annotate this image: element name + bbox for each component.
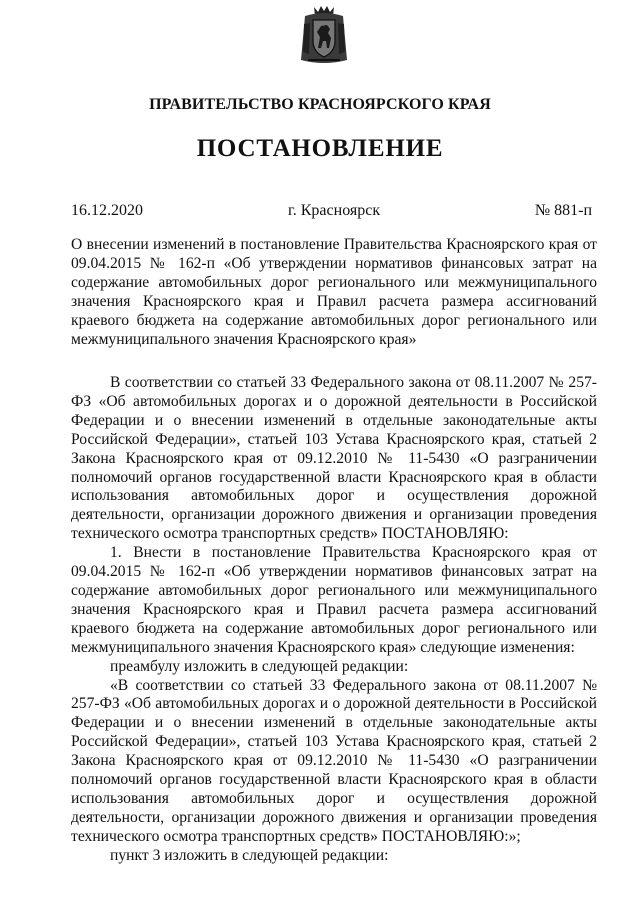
document-type-title: ПОСТАНОВЛЕНИЕ [196,135,444,162]
document-body [71,374,597,866]
organization-title: ПРАВИТЕЛЬСТВО КРАСНОЯРСКОГО КРАЯ [149,96,491,113]
document-city: г. Красноярск [288,202,381,219]
document-subject [71,236,597,349]
preamble-instruction-paragraph: преамбулу изложить в следующей редакции: [110,657,409,675]
document-number: № 881-п [534,202,592,219]
clause-1-paragraph: 1. Внести в постановление Правительства Красноярского края от 09.04.2015 № 162-п «Об утверждении нормативов финансовых затрат на содержание автомобильных дорог регионального или межмуниципального значения Красноярского края и Правил расчета размера ассигнований краевого бюджета на содержание автомобильных дорог регионального или межмуниципального значения Красноярского края» следующие изменения: [71,544,597,656]
coat-of-arms-icon [296,4,352,66]
preamble-paragraph: В соответствии со статьей 33 Федерального закона от 08.11.2007 № 257-ФЗ «Об автомобильных дорогах и о дорожной деятельности в Российской Федерации и о внесении изменений в отдельные законодательные акты Российской Федерации», статьей 103 Устава Красноярского края, статьей 2 Закона Красноярского края от 09.12.2010 № 11-5430 «О разграничении полномочий органов государственной власти Красноярского края в области использования автомобильных дорог и осуществления дорожной деятельности, организации дорожного движения и организации проведения технического осмотра транспортных средств» ПОСТАНОВЛЯЮ: [71,374,597,543]
clause-3-instruction-paragraph: пункт 3 изложить в следующей редакции: [110,846,389,864]
subject-text: О внесении изменений в постановление Правительства Красноярского края от 09.04.2015 № 162-п «Об утверждении нормативов финансовых затрат на содержание автомобильных дорог регионального или межмуниципального значения Красноярского края и Правил расчета размера ассигнований краевого бюджета на содержание автомобильных дорог регионального или межмуниципального значения Красноярского края» [71,236,597,348]
document-date: 16.12.2020 [71,202,143,219]
quoted-preamble-paragraph: «В соответствии со статьей 33 Федерального закона от 08.11.2007 № 257-ФЗ «Об автомобильных дорогах и о дорожной деятельности в Российской Федерации и о внесении изменений в отдельные законодательные акты Российской Федерации», статьей 103 Устава Красноярского края, статьей 2 Закона Красноярского края от 09.12.2010 № 11-5430 «О разграничении полномочий органов государственной власти Красноярского края в области использования автомобильных дорог и осуществления дорожной деятельности, организации дорожного движения и организации проведения технического осмотра транспортных средств» ПОСТАНОВЛЯЮ:»; [71,676,597,845]
